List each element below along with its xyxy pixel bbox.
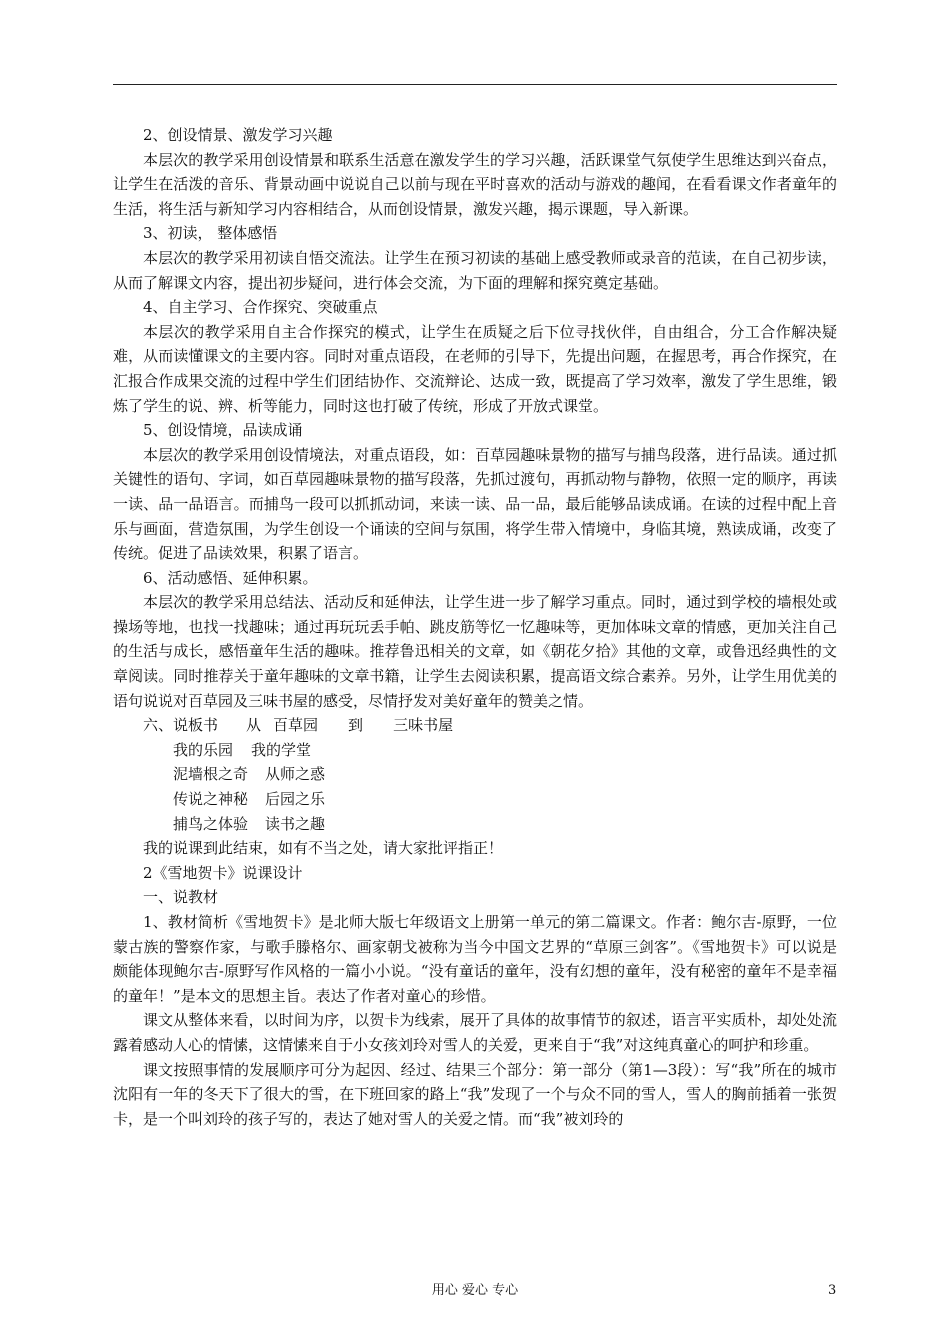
paragraph: 课文从整体来看，以时间为序，以贺卡为线索，展开了具体的故事情节的叙述，语言平实质朴，却处处流露着感动人心的情愫，这情愫来自于小女孩刘玲对雪人的关爱，更来自于“我”对这纯真童心的呵护和珍重。 xyxy=(113,1011,837,1054)
heading-6: 6、活动感悟、延伸积累。 xyxy=(143,568,318,587)
board-heading-sanweishuwu: 三味书屋 xyxy=(393,716,454,735)
heading-4: 4、自主学习、合作探究、突破重点 xyxy=(143,298,378,317)
board-heading-baicaoyuan: 百草园 xyxy=(273,716,319,735)
paragraph: 本层次的教学采用总结法、活动反和延伸法，让学生进一步了解学习重点。同时，通过到学校的墙根处或操场等地，也找一找趣味；通过再玩玩丢手帕、跳皮筋等忆一忆趣味等，更加体味文章的情感，更加关注自己的生活与成长，感悟童年生活的趣味。推荐鲁迅相关的文章，如《朝花夕拾》其他的文章，或鲁迅经典性的文章阅读。同时推荐关于童年趣味的文章书籍，让学生去阅读积累，提高语文综合素养。另外，让学生用优美的语句说说对百草园及三味书屋的感受，尽情抒发对美好童年的赞美之情。 xyxy=(113,593,837,710)
board-row xyxy=(113,738,837,763)
paragraph: 本层次的教学采用创设情境法，对重点语段，如：百草园趣味景物的描写与捕鸟段落，进行品读。通过抓关键性的语句、字词，如百草园趣味景物的描写段落，先抓过渡句，再抓动物与静物，依照一定的顺序，再读一读、品一品语言。而捕鸟一段可以抓抓动词，来读一读、品一品，最后能够品读成诵。在读的过程中配上音乐与画面，营造氛围，为学生创设一个诵读的空间与氛围，将学生带入情境中，身临其境，熟读成诵，改变了传统。促进了品读效果，积累了语言。 xyxy=(113,445,837,563)
paragraph: 本层次的教学采用自主合作探究的模式，让学生在质疑之后下位寻找伙伴，自由组合，分工合作解决疑难，从而读懂课文的主要内容。同时对重点语段，在老师的引导下，先提出问题，在握思考，再合作探究，在汇报合作成果交流的过程中学生们团结协作、交流辩论、达成一致，既提高了学习效率，激发了学生思维，锻炼了学生的说、辨、析等能力，同时这也打破了传统，形成了开放式课堂。 xyxy=(113,322,837,415)
paragraph: 本层次的教学采用初读自悟交流法。让学生在预习初读的基础上感受教师或录音的范读，在自己初步读，从而了解课文内容，提出初步疑问，进行体会交流，为下面的理解和探究奠定基础。 xyxy=(113,248,837,292)
header-rule xyxy=(113,84,837,85)
board-heading-to: 到 xyxy=(348,716,364,735)
board-row-left: 我的乐园 xyxy=(173,740,234,759)
board-row xyxy=(113,812,837,837)
board-row-left: 捕鸟之体验 xyxy=(173,814,249,833)
board-row-right: 读书之趣 xyxy=(265,814,326,833)
board-row xyxy=(113,762,837,787)
closing-remark: 我的说课到此结束，如有不当之处，请大家批评指正！ xyxy=(143,839,504,858)
paragraph: 1、教材简析《雪地贺卡》是北师大版七年级语文上册第一单元的第二篇课文。作者：鲍尔吉-原野，一位蒙古族的警察作家，与歌手滕格尔、画家朝戈被称为当今中国文艺界的“草原三剑客”。《雪地贺卡》可以说是颇能体现鲍尔吉-原野写作风格的一篇小小说。“没有童话的童年，没有幻想的童年，没有秘密的童年不是幸福的童年！”是本文的思想主旨。表达了作者对童心的珍惜。 xyxy=(113,913,837,1005)
paragraph: 课文按照事情的发展顺序可分为起因、经过、结果三个部分：第一部分（第1—3段）：写“我”所在的城市沈阳有一年的冬天下了很大的雪，在下班回家的路上“我”发现了一个与众不同的雪人，雪人的胸前插着一张贺卡，是一个叫刘玲的孩子写的，表达了她对雪人的关爱之情。而“我”被刘玲的 xyxy=(113,1060,837,1128)
board-heading xyxy=(113,713,837,738)
board-row-left: 泥墙根之奇 xyxy=(173,765,249,784)
board-row xyxy=(113,787,837,812)
board-row-right: 我的学堂 xyxy=(251,740,312,759)
board-row-left: 传说之神秘 xyxy=(173,790,249,809)
footer-slogan: 用心 爱心 专心 xyxy=(431,1283,519,1298)
board-row-right: 从师之惑 xyxy=(265,765,326,784)
board-heading-from: 从 xyxy=(246,716,262,735)
section-subtitle: 一、说教材 xyxy=(143,888,219,907)
heading-3: 3、初读， 整体感悟 xyxy=(143,224,278,243)
section-title: 2《雪地贺卡》说课设计 xyxy=(143,863,303,882)
document-body xyxy=(113,123,837,1131)
paragraph: 本层次的教学采用创设情景和联系生活意在激发学生的学习兴趣，活跃课堂气氛使学生思维达到兴奋点，让学生在活泼的音乐、背景动画中说说自己以前与现在平时喜欢的活动与游戏的趣闻，在看看课文作者童年的生活，将生活与新知学习内容相结合，从而创设情景，激发兴趣，揭示课题，导入新课。 xyxy=(113,150,837,218)
page-number: 3 xyxy=(828,1283,837,1298)
board-row-right: 后园之乐 xyxy=(265,790,326,809)
heading-5: 5、创设情境，品读成诵 xyxy=(143,421,303,440)
heading-2: 2、创设情景、激发学习兴趣 xyxy=(143,126,333,144)
board-heading-label: 六、说板书 xyxy=(143,716,219,735)
